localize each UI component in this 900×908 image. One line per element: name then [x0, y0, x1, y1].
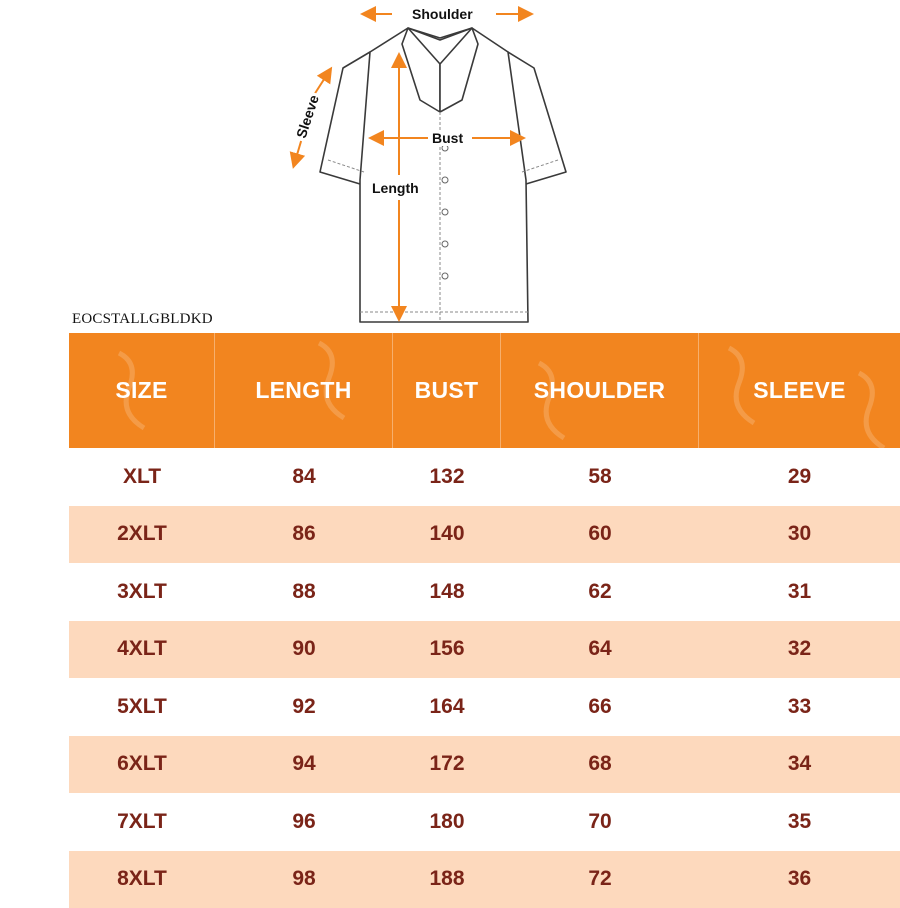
cell-bust: 172 — [393, 736, 501, 794]
table-row — [69, 678, 900, 736]
cell-length: 92 — [215, 678, 393, 736]
cell-shoulder: 68 — [501, 736, 699, 794]
shirt-outline-icon — [0, 0, 900, 330]
cell-size: 5XLT — [69, 678, 215, 736]
table-row — [69, 793, 900, 851]
size-chart-header-row — [69, 333, 900, 448]
size-chart-table — [69, 333, 900, 908]
cell-sleeve: 35 — [699, 793, 900, 851]
cell-length: 94 — [215, 736, 393, 794]
column-header-sleeve: SLEEVE — [699, 333, 900, 448]
cell-length: 84 — [215, 448, 393, 506]
cell-size: 3XLT — [69, 563, 215, 621]
cell-length: 86 — [215, 506, 393, 564]
cell-length: 90 — [215, 621, 393, 679]
shirt-measurement-diagram — [0, 0, 900, 330]
cell-size: 6XLT — [69, 736, 215, 794]
cell-bust: 132 — [393, 448, 501, 506]
cell-sleeve: 29 — [699, 448, 900, 506]
cell-shoulder: 70 — [501, 793, 699, 851]
cell-length: 96 — [215, 793, 393, 851]
cell-shoulder: 60 — [501, 506, 699, 564]
cell-bust: 180 — [393, 793, 501, 851]
cell-size: 7XLT — [69, 793, 215, 851]
table-row — [69, 506, 900, 564]
cell-sleeve: 33 — [699, 678, 900, 736]
cell-shoulder: 64 — [501, 621, 699, 679]
cell-size: 4XLT — [69, 621, 215, 679]
cell-bust: 140 — [393, 506, 501, 564]
table-row — [69, 621, 900, 679]
cell-sleeve: 32 — [699, 621, 900, 679]
cell-sleeve: 36 — [699, 851, 900, 908]
shoulder-label: Shoulder — [409, 6, 476, 22]
cell-bust: 188 — [393, 851, 501, 908]
table-row — [69, 448, 900, 506]
cell-shoulder: 66 — [501, 678, 699, 736]
cell-shoulder: 62 — [501, 563, 699, 621]
table-row — [69, 563, 900, 621]
column-header-length: LENGTH — [215, 333, 393, 448]
column-header-bust: BUST — [393, 333, 501, 448]
sleeve-label: Sleeve — [292, 90, 323, 143]
size-chart-body — [69, 448, 900, 908]
cell-bust: 148 — [393, 563, 501, 621]
bust-label: Bust — [429, 130, 466, 146]
cell-length: 88 — [215, 563, 393, 621]
table-row — [69, 736, 900, 794]
cell-size: 2XLT — [69, 506, 215, 564]
column-header-size: SIZE — [69, 333, 215, 448]
cell-sleeve: 30 — [699, 506, 900, 564]
cell-size: XLT — [69, 448, 215, 506]
cell-bust: 156 — [393, 621, 501, 679]
column-header-shoulder: SHOULDER — [501, 333, 699, 448]
cell-shoulder: 58 — [501, 448, 699, 506]
length-label: Length — [369, 180, 422, 196]
cell-sleeve: 31 — [699, 563, 900, 621]
cell-size: 8XLT — [69, 851, 215, 908]
cell-sleeve: 34 — [699, 736, 900, 794]
cell-bust: 164 — [393, 678, 501, 736]
product-code: EOCSTALLGBLDKD — [72, 311, 213, 328]
cell-length: 98 — [215, 851, 393, 908]
table-row — [69, 851, 900, 908]
cell-shoulder: 72 — [501, 851, 699, 908]
